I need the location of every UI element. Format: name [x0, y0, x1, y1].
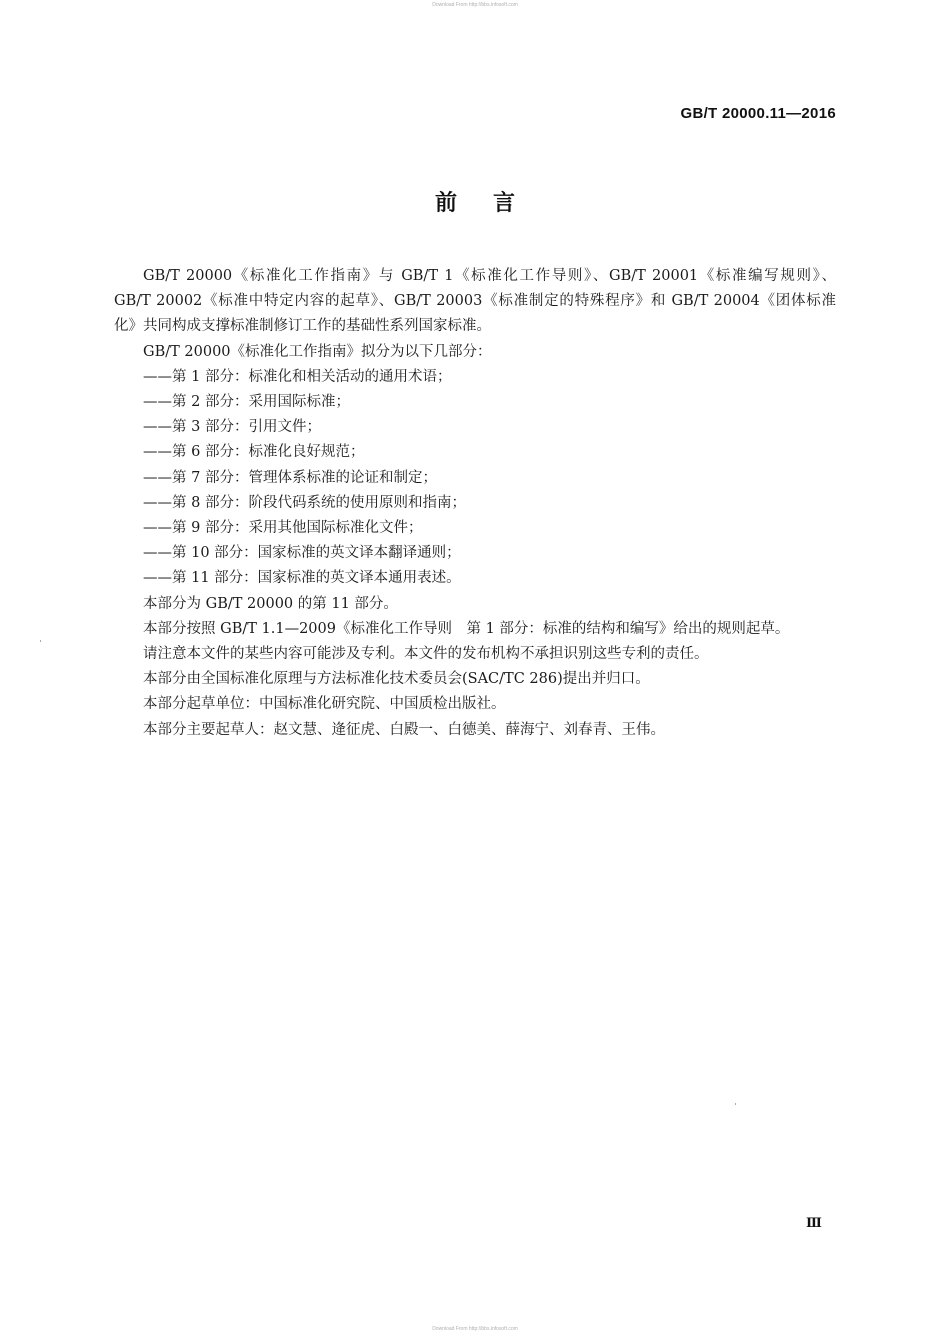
list-item: ——第 11 部分：国家标准的英文译本通用表述。	[143, 570, 461, 587]
page-number: Ⅲ	[806, 1216, 822, 1231]
parts-intro: GB/T 20000《标准化工作指南》拟分为以下几部分：	[143, 343, 492, 360]
list-item: ——第 1 部分：标准化和相关活动的通用术语；	[143, 368, 452, 385]
list-item: ——第 7 部分：管理体系标准的论证和制定；	[143, 469, 437, 486]
standard-code: GB/T 20000.11—2016	[680, 105, 836, 122]
list-item: ——第 10 部分：国家标准的英文译本翻译通则；	[143, 545, 461, 562]
list-item: ——第 3 部分：引用文件；	[143, 419, 321, 436]
statement-drafters: 本部分主要起草人：赵文慧、逄征虎、白殿一、白德美、薛海宁、刘春青、王伟。	[143, 721, 665, 738]
foreword-body	[114, 264, 836, 743]
statement-part-number: 本部分为 GB/T 20000 的第 11 部分。	[143, 595, 398, 612]
scan-speck	[40, 640, 41, 642]
watermark-top: Download From http://bbs.infosoft.com	[432, 2, 518, 8]
watermark-bottom: Download From http://bbs.infosoft.com	[432, 1326, 518, 1332]
list-item: ——第 2 部分：采用国际标准；	[143, 394, 350, 411]
statement-drafting-rules: 本部分按照 GB/T 1.1—2009《标准化工作导则 第 1 部分：标准的结构和编写》给出的规则起草。	[143, 620, 790, 637]
scan-speck	[735, 1103, 736, 1105]
intro-line-3: 化》共同构成支撑标准制修订工作的基础性系列国家标准。	[114, 318, 491, 335]
page-title: 前言	[434, 191, 551, 216]
intro-line-2: GB/T 20002《标准中特定内容的起草》、GB/T 20003《标准制定的特殊程序》和 GB/T 20004《团体标准	[114, 293, 836, 310]
statement-proposer: 本部分由全国标准化原理与方法标准化技术委员会(SAC/TC 286)提出并归口。	[143, 671, 650, 688]
statement-drafting-units: 本部分起草单位：中国标准化研究院、中国质检出版社。	[143, 696, 506, 713]
parts-list	[114, 365, 836, 592]
intro-line-1: GB/T 20000《标准化工作指南》与 GB/T 1《标准化工作导则》、GB/T 20001《标准编写规则》、	[143, 268, 836, 284]
list-item: ——第 8 部分：阶段代码系统的使用原则和指南；	[143, 494, 466, 511]
list-item: ——第 6 部分：标准化良好规范；	[143, 444, 365, 461]
list-item: ——第 9 部分：采用其他国际标准化文件；	[143, 520, 423, 537]
statement-patent-notice: 请注意本文件的某些内容可能涉及专利。本文件的发布机构不承担识别这些专利的责任。	[143, 646, 709, 663]
